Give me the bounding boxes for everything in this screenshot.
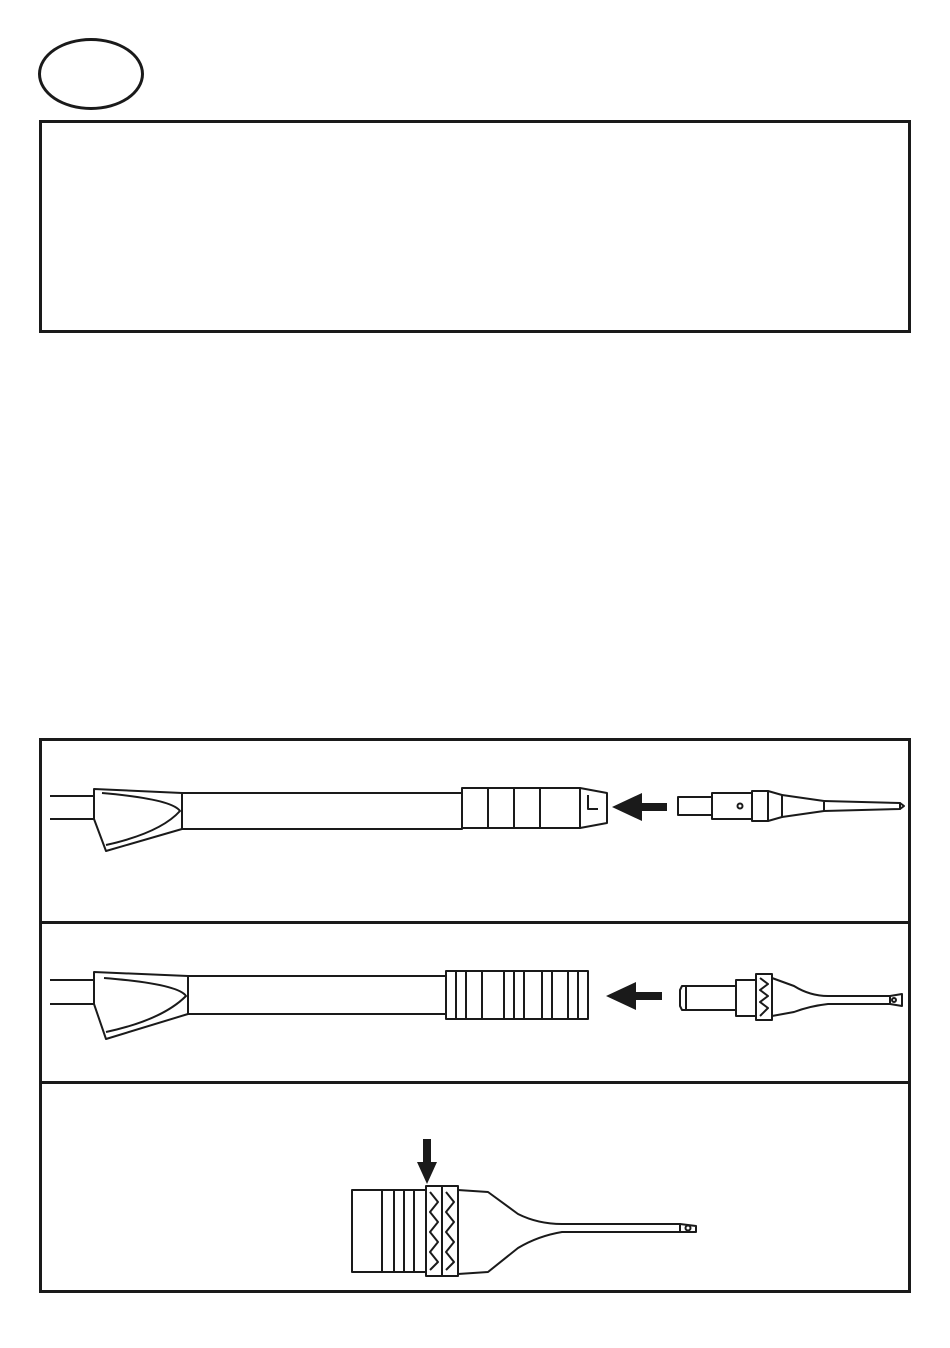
- left-arrow-icon: [612, 793, 667, 821]
- panel-step-1: [42, 741, 908, 924]
- panel-step-2: [42, 924, 908, 1084]
- tip-detail-illustration: [42, 1084, 908, 1287]
- tip-insert-icon: [678, 791, 904, 821]
- text-box: [39, 120, 911, 333]
- flat-tip-icon: [680, 974, 902, 1020]
- left-arrow-icon: [606, 982, 662, 1010]
- soldering-iron-ribbed-illustration: [42, 924, 908, 1081]
- oval-badge: [38, 38, 144, 110]
- assembly-figure: [39, 738, 911, 1293]
- down-arrow-icon: [417, 1139, 437, 1184]
- soldering-iron-slotted-illustration: [42, 741, 908, 921]
- panel-step-3: [42, 1084, 908, 1290]
